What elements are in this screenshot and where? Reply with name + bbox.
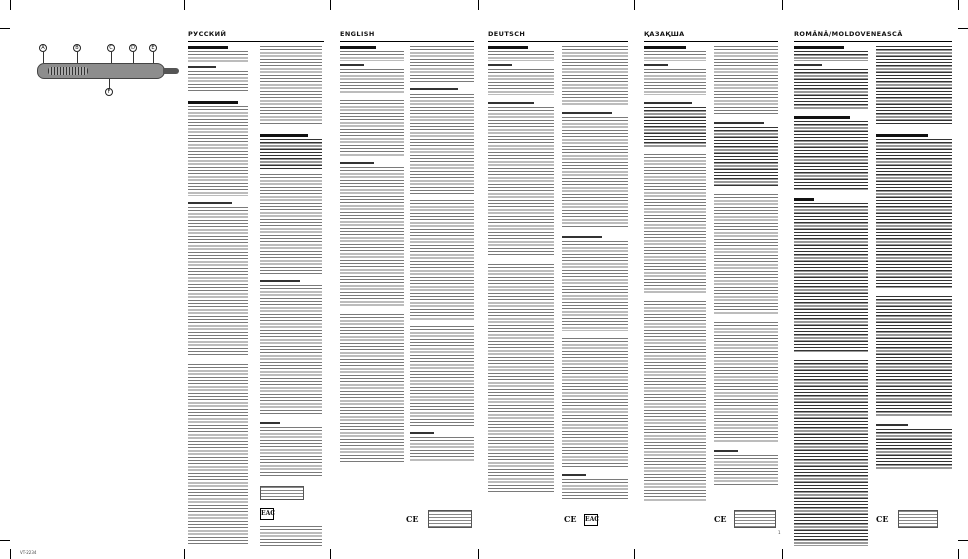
crop-mark xyxy=(958,28,968,29)
callout-marker: F xyxy=(105,88,113,96)
panel-english xyxy=(340,28,474,546)
section-title xyxy=(644,64,668,66)
text-block xyxy=(488,107,554,257)
text-column xyxy=(794,46,868,546)
text-block xyxy=(714,127,778,187)
device-tip xyxy=(163,68,179,74)
callout-marker: D xyxy=(129,44,137,52)
section-title xyxy=(488,64,512,66)
section-title xyxy=(562,474,586,476)
text-block xyxy=(410,46,474,82)
text-column xyxy=(410,46,474,546)
text-block xyxy=(260,285,322,415)
text-block xyxy=(260,139,322,169)
section-title xyxy=(876,424,908,426)
section-title xyxy=(562,112,612,114)
ce-mark: CE xyxy=(406,514,419,524)
panel-heading xyxy=(644,28,778,42)
device-illustration xyxy=(37,63,165,79)
fold-mark xyxy=(330,549,331,559)
section-title xyxy=(794,116,850,119)
text-block xyxy=(340,100,404,156)
panel-heading-text: РУССКИЙ xyxy=(188,30,227,38)
text-block xyxy=(340,167,404,307)
panel-german xyxy=(488,28,628,546)
text-block xyxy=(714,194,778,314)
panel-heading-text: ҚАЗАҚША xyxy=(644,30,685,38)
manufacturer-box xyxy=(260,486,304,500)
callout-leader xyxy=(153,52,154,63)
manufacturer-box xyxy=(898,510,938,528)
text-block xyxy=(410,94,474,194)
text-block xyxy=(188,207,248,357)
text-block xyxy=(644,51,706,61)
text-block xyxy=(410,437,474,461)
crop-mark xyxy=(10,0,11,10)
text-block xyxy=(714,322,778,442)
text-block xyxy=(340,314,404,464)
text-block xyxy=(714,455,778,485)
crop-mark xyxy=(0,28,10,29)
text-block xyxy=(794,51,868,61)
section-title xyxy=(794,46,844,49)
fold-mark xyxy=(782,0,783,10)
panel-heading xyxy=(794,28,952,42)
text-block xyxy=(260,174,322,274)
fold-mark xyxy=(782,549,783,559)
text-column xyxy=(188,46,248,546)
panel-russian xyxy=(34,28,324,546)
text-block xyxy=(794,69,868,109)
callout-marker: E xyxy=(149,44,157,52)
text-block xyxy=(410,326,474,426)
text-block xyxy=(488,264,554,494)
text-column xyxy=(876,46,952,546)
crop-mark xyxy=(958,549,959,559)
text-block xyxy=(488,51,554,61)
crop-mark xyxy=(10,549,11,559)
section-title xyxy=(410,432,434,434)
callout-marker: B xyxy=(73,44,81,52)
section-title xyxy=(644,46,686,49)
ce-mark: CE xyxy=(714,514,727,524)
section-title xyxy=(488,102,534,104)
fold-mark xyxy=(184,549,185,559)
text-block xyxy=(714,46,778,116)
panel-romanian xyxy=(794,28,952,546)
text-block xyxy=(340,51,404,61)
crop-mark xyxy=(958,540,968,541)
text-column xyxy=(340,46,404,546)
device-body xyxy=(37,63,165,79)
callout-leader xyxy=(77,52,78,63)
panel-kazakh xyxy=(644,28,778,546)
panel-heading xyxy=(488,28,628,42)
panel-heading xyxy=(340,28,474,42)
text-block xyxy=(260,46,322,126)
text-block xyxy=(794,121,868,191)
section-title xyxy=(260,280,300,282)
callout-marker: A xyxy=(39,44,47,52)
section-title xyxy=(876,134,928,137)
section-title xyxy=(794,198,814,201)
fold-mark xyxy=(634,549,635,559)
text-block xyxy=(644,154,706,294)
fold-mark xyxy=(478,0,479,10)
text-block xyxy=(562,338,628,468)
section-title xyxy=(188,202,232,204)
section-title xyxy=(340,46,376,49)
text-block xyxy=(562,479,628,499)
section-title xyxy=(260,134,308,137)
manufacturer-box xyxy=(734,510,776,528)
panel-heading xyxy=(188,28,324,42)
text-block xyxy=(188,51,248,63)
section-title xyxy=(340,64,364,66)
section-title xyxy=(260,422,280,424)
callout-marker: C xyxy=(107,44,115,52)
text-block xyxy=(188,364,248,544)
text-block xyxy=(644,301,706,501)
page-number: 1 xyxy=(778,530,781,535)
text-block xyxy=(260,427,322,477)
text-column xyxy=(714,46,778,546)
section-title xyxy=(410,88,458,90)
section-title xyxy=(188,66,216,68)
section-title xyxy=(188,101,238,104)
text-column xyxy=(562,46,628,546)
callout-leader xyxy=(43,52,44,63)
panel-heading-text: ENGLISH xyxy=(340,30,375,38)
text-block xyxy=(340,69,404,93)
text-block xyxy=(876,46,952,126)
footer-code: VT-2234 xyxy=(20,550,37,555)
text-block xyxy=(562,46,628,106)
text-block xyxy=(644,107,706,147)
eac-mark: EAC xyxy=(260,508,274,520)
text-column xyxy=(260,46,322,546)
callout-leader xyxy=(111,52,112,63)
text-block xyxy=(488,69,554,95)
text-block xyxy=(794,203,868,353)
crop-mark xyxy=(0,540,10,541)
text-block xyxy=(188,106,248,196)
text-block xyxy=(876,139,952,289)
text-column xyxy=(644,46,706,546)
panel-heading-text: ROMÂNĂ/MOLDOVENEASCĂ xyxy=(794,30,903,38)
section-title xyxy=(714,122,764,124)
ce-mark: CE xyxy=(876,514,889,524)
fold-mark xyxy=(330,0,331,10)
callout-leader xyxy=(133,52,134,63)
text-column xyxy=(488,46,554,546)
ce-mark: CE xyxy=(564,514,577,524)
panel-heading-text: DEUTSCH xyxy=(488,30,526,38)
section-title xyxy=(340,162,374,164)
fold-mark xyxy=(634,0,635,10)
text-block xyxy=(260,526,322,546)
text-block xyxy=(876,429,952,469)
section-title xyxy=(794,64,822,66)
fold-mark xyxy=(478,549,479,559)
crop-mark xyxy=(958,0,959,10)
section-title xyxy=(562,236,602,238)
text-block xyxy=(794,360,868,546)
text-block xyxy=(562,117,628,227)
text-block xyxy=(876,296,952,416)
text-block xyxy=(410,200,474,320)
text-block xyxy=(188,71,248,93)
fold-mark xyxy=(184,0,185,10)
section-title xyxy=(488,46,528,49)
section-title xyxy=(644,102,692,104)
manufacturer-box xyxy=(428,510,472,528)
section-title xyxy=(188,46,228,49)
text-block xyxy=(562,241,628,331)
eac-mark: EAC xyxy=(584,514,598,526)
section-title xyxy=(714,450,738,452)
text-block xyxy=(644,69,706,95)
